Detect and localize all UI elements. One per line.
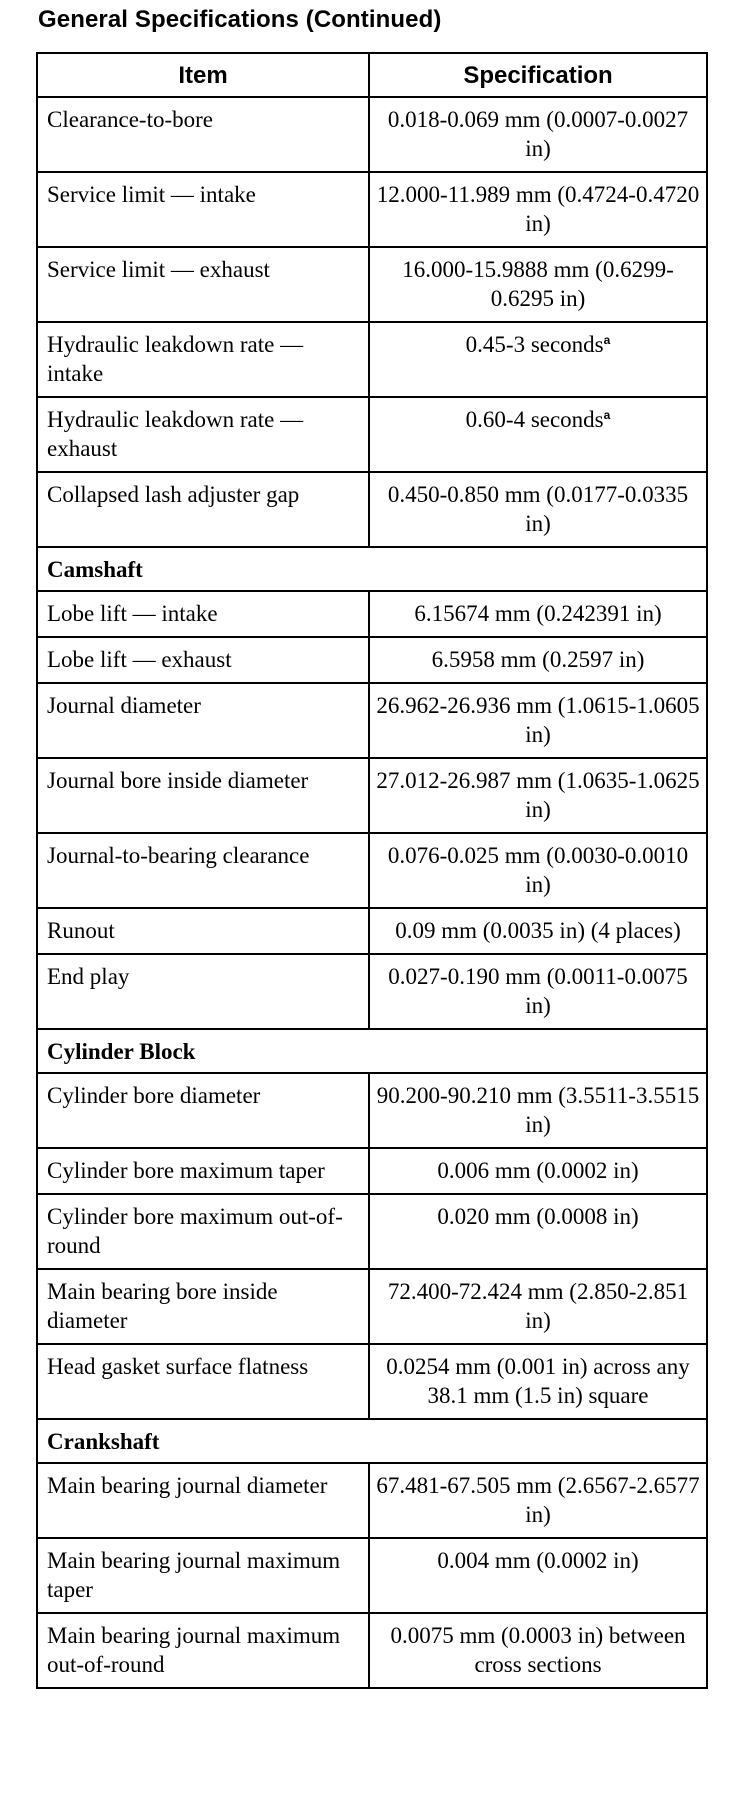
specification-value: 0.45-3 seconds <box>465 332 604 357</box>
table-row <box>37 833 707 908</box>
specification-cell <box>369 1148 707 1194</box>
table-row <box>37 683 707 758</box>
table-row <box>37 1463 707 1538</box>
item-cell: Journal-to-bearing clearance <box>37 833 369 908</box>
table-row <box>37 397 707 472</box>
specification-value: 72.400-72.424 mm (2.850-2.851 in) <box>387 1279 689 1333</box>
table-row <box>37 1344 707 1419</box>
column-header-item: Item <box>37 53 369 97</box>
specification-cell <box>369 908 707 954</box>
specification-value: 26.962-26.936 mm (1.0615-1.0605 in) <box>376 693 700 747</box>
specification-cell <box>369 397 707 472</box>
section-row <box>37 547 707 591</box>
specification-cell <box>369 591 707 637</box>
item-cell: Head gasket surface flatness <box>37 1344 369 1419</box>
specification-cell <box>369 1463 707 1538</box>
specification-cell <box>369 247 707 322</box>
specification-cell <box>369 1269 707 1344</box>
table-row <box>37 1073 707 1148</box>
specification-cell <box>369 1194 707 1269</box>
section-heading: Cylinder Block <box>37 1029 707 1073</box>
specification-value: 6.5958 mm (0.2597 in) <box>431 647 645 672</box>
table-row <box>37 97 707 172</box>
item-cell: Main bearing journal maximum taper <box>37 1538 369 1613</box>
item-cell: Main bearing journal maximum out-of-round <box>37 1613 369 1688</box>
table-row <box>37 954 707 1029</box>
specification-value: 12.000-11.989 mm (0.4724-0.4720 in) <box>376 182 700 236</box>
table-row <box>37 1538 707 1613</box>
table-row <box>37 1194 707 1269</box>
table-row <box>37 322 707 397</box>
item-cell: Cylinder bore maximum taper <box>37 1148 369 1194</box>
specification-cell <box>369 1538 707 1613</box>
specification-cell <box>369 833 707 908</box>
specification-value: 0.0254 mm (0.001 in) across any 38.1 mm (1.5 in) square <box>386 1354 690 1408</box>
specification-value: 0.020 mm (0.0008 in) <box>437 1204 639 1229</box>
item-cell: Service limit — intake <box>37 172 369 247</box>
specification-value: 6.15674 mm (0.242391 in) <box>414 601 662 626</box>
specification-cell <box>369 97 707 172</box>
spec-table-body <box>37 97 707 1688</box>
spec-table <box>36 52 708 1689</box>
item-cell: Runout <box>37 908 369 954</box>
item-cell: Journal diameter <box>37 683 369 758</box>
specification-value: 0.60-4 seconds <box>465 407 604 432</box>
column-header-specification: Specification <box>369 53 707 97</box>
specification-cell <box>369 637 707 683</box>
table-row <box>37 472 707 547</box>
table-row <box>37 172 707 247</box>
item-cell: Lobe lift — exhaust <box>37 637 369 683</box>
specification-cell <box>369 954 707 1029</box>
footnote-marker: a <box>603 408 611 422</box>
table-row <box>37 637 707 683</box>
section-heading: Camshaft <box>37 547 707 591</box>
specification-cell <box>369 683 707 758</box>
item-cell: Journal bore inside diameter <box>37 758 369 833</box>
item-cell: Service limit — exhaust <box>37 247 369 322</box>
section-heading: Crankshaft <box>37 1419 707 1463</box>
footnote-marker: a <box>603 333 611 347</box>
item-cell: Main bearing bore inside diameter <box>37 1269 369 1344</box>
item-cell: Hydraulic leakdown rate — intake <box>37 322 369 397</box>
table-row <box>37 1148 707 1194</box>
item-cell: Collapsed lash adjuster gap <box>37 472 369 547</box>
specification-cell <box>369 758 707 833</box>
item-cell: Clearance-to-bore <box>37 97 369 172</box>
table-row <box>37 758 707 833</box>
item-cell: Cylinder bore diameter <box>37 1073 369 1148</box>
specification-value: 0.450-0.850 mm (0.0177-0.0335 in) <box>387 482 689 536</box>
specification-cell <box>369 322 707 397</box>
table-row <box>37 591 707 637</box>
page-title: General Specifications (Continued) <box>38 6 442 33</box>
table-row <box>37 908 707 954</box>
table-row <box>37 1613 707 1688</box>
specification-value: 0.004 mm (0.0002 in) <box>437 1548 639 1573</box>
table-row <box>37 247 707 322</box>
specification-cell <box>369 1613 707 1688</box>
item-cell: Hydraulic leakdown rate — exhaust <box>37 397 369 472</box>
specification-cell <box>369 1073 707 1148</box>
table-row <box>37 1269 707 1344</box>
header-row <box>37 53 707 97</box>
specification-value: 90.200-90.210 mm (3.5511-3.5515 in) <box>376 1083 700 1137</box>
specification-cell <box>369 1344 707 1419</box>
section-row <box>37 1029 707 1073</box>
specification-value: 0.076-0.025 mm (0.0030-0.0010 in) <box>387 843 689 897</box>
item-cell: Lobe lift — intake <box>37 591 369 637</box>
specification-value: 27.012-26.987 mm (1.0635-1.0625 in) <box>376 768 700 822</box>
section-row <box>37 1419 707 1463</box>
specification-value: 0.006 mm (0.0002 in) <box>437 1158 639 1183</box>
specification-value: 0.027-0.190 mm (0.0011-0.0075 in) <box>388 964 688 1018</box>
item-cell: Main bearing journal diameter <box>37 1463 369 1538</box>
specification-value: 67.481-67.505 mm (2.6567-2.6577 in) <box>376 1473 700 1527</box>
item-cell: End play <box>37 954 369 1029</box>
specification-cell <box>369 472 707 547</box>
spec-table-header <box>37 53 707 97</box>
specification-value: 0.018-0.069 mm (0.0007-0.0027 in) <box>387 107 689 161</box>
specification-value: 0.09 mm (0.0035 in) (4 places) <box>395 918 681 943</box>
specification-cell <box>369 172 707 247</box>
item-cell: Cylinder bore maximum out-of-round <box>37 1194 369 1269</box>
specification-value: 16.000-15.9888 mm (0.6299-0.6295 in) <box>402 257 674 311</box>
specification-value: 0.0075 mm (0.0003 in) between cross sections <box>390 1623 686 1677</box>
